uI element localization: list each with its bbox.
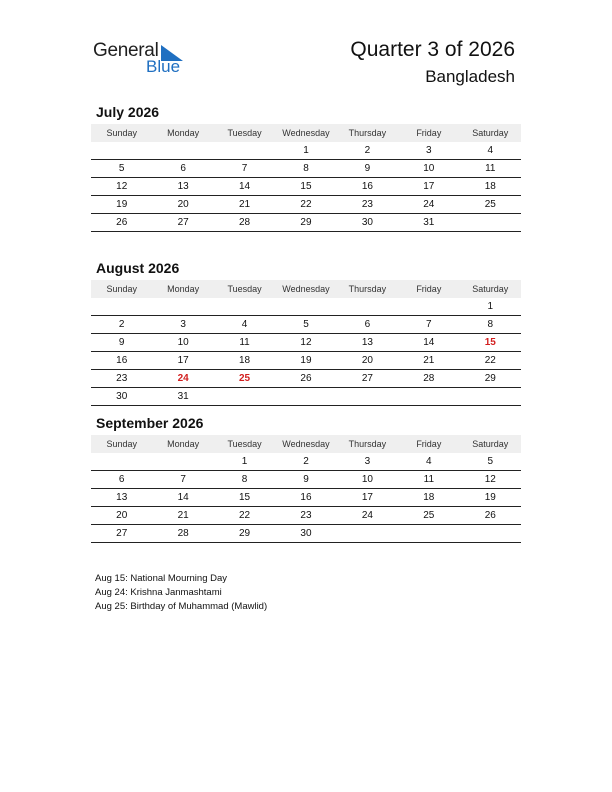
day-cell: 6 — [337, 316, 398, 334]
empty-day-cell — [337, 388, 398, 406]
day-cell: 17 — [398, 178, 459, 196]
day-cell: 19 — [460, 489, 521, 507]
weekday-header: Thursday — [337, 435, 398, 453]
day-cell: 5 — [91, 160, 152, 178]
day-cell: 11 — [214, 334, 275, 352]
weekday-header-row — [91, 280, 521, 298]
calendar-table — [91, 124, 521, 232]
day-cell: 12 — [91, 178, 152, 196]
day-cell: 9 — [337, 160, 398, 178]
calendar-table — [91, 435, 521, 543]
holiday-note: Aug 25: Birthday of Muhammad (Mawlid) — [95, 601, 268, 612]
empty-day-cell — [337, 298, 398, 316]
day-cell: 7 — [214, 160, 275, 178]
empty-day-cell — [337, 525, 398, 543]
day-cell: 2 — [337, 142, 398, 160]
empty-day-cell — [214, 142, 275, 160]
weekday-header: Wednesday — [275, 435, 336, 453]
day-cell: 17 — [152, 352, 213, 370]
week-row — [91, 453, 521, 471]
weekday-header: Monday — [152, 435, 213, 453]
week-row — [91, 489, 521, 507]
day-cell: 30 — [91, 388, 152, 406]
day-cell: 18 — [214, 352, 275, 370]
day-cell: 10 — [398, 160, 459, 178]
day-cell: 28 — [152, 525, 213, 543]
weekday-header: Tuesday — [214, 435, 275, 453]
day-cell: 9 — [91, 334, 152, 352]
holiday-note: Aug 24: Krishna Janmashtami — [95, 587, 222, 598]
week-row — [91, 525, 521, 543]
weekday-header: Thursday — [337, 124, 398, 142]
empty-day-cell — [152, 298, 213, 316]
day-cell: 22 — [214, 507, 275, 525]
weekday-header: Saturday — [460, 435, 521, 453]
empty-day-cell — [214, 388, 275, 406]
day-cell: 14 — [214, 178, 275, 196]
month-calendar-september — [91, 413, 521, 543]
weekday-header-row — [91, 435, 521, 453]
day-cell: 18 — [398, 489, 459, 507]
day-cell: 15 — [460, 334, 521, 352]
weekday-header: Wednesday — [275, 280, 336, 298]
day-cell: 30 — [275, 525, 336, 543]
month-title: September 2026 — [96, 415, 204, 431]
weekday-header: Saturday — [460, 124, 521, 142]
empty-day-cell — [91, 453, 152, 471]
day-cell: 9 — [275, 471, 336, 489]
day-cell: 28 — [398, 370, 459, 388]
day-cell: 8 — [275, 160, 336, 178]
day-cell: 27 — [337, 370, 398, 388]
week-row — [91, 507, 521, 525]
day-cell: 15 — [275, 178, 336, 196]
week-row — [91, 471, 521, 489]
empty-day-cell — [398, 525, 459, 543]
day-cell: 23 — [337, 196, 398, 214]
weekday-header: Wednesday — [275, 124, 336, 142]
weekday-header: Thursday — [337, 280, 398, 298]
day-cell: 20 — [91, 507, 152, 525]
day-cell: 21 — [214, 196, 275, 214]
day-cell: 24 — [398, 196, 459, 214]
weekday-header: Monday — [152, 124, 213, 142]
weekday-header: Friday — [398, 435, 459, 453]
day-cell: 1 — [275, 142, 336, 160]
week-row — [91, 298, 521, 316]
day-cell: 4 — [460, 142, 521, 160]
day-cell: 2 — [275, 453, 336, 471]
logo-text-blue: Blue — [146, 57, 181, 76]
weekday-header: Monday — [152, 280, 213, 298]
day-cell: 10 — [152, 334, 213, 352]
day-cell: 31 — [152, 388, 213, 406]
day-cell: 20 — [152, 196, 213, 214]
day-cell: 3 — [398, 142, 459, 160]
week-row — [91, 370, 521, 388]
day-cell: 28 — [214, 214, 275, 232]
day-cell: 25 — [214, 370, 275, 388]
day-cell: 6 — [91, 471, 152, 489]
day-cell: 16 — [275, 489, 336, 507]
day-cell: 27 — [91, 525, 152, 543]
weekday-header: Tuesday — [214, 280, 275, 298]
logo-text-general: General — [93, 40, 159, 61]
weekday-header: Tuesday — [214, 124, 275, 142]
day-cell: 8 — [460, 316, 521, 334]
day-cell: 13 — [337, 334, 398, 352]
empty-day-cell — [214, 298, 275, 316]
day-cell: 13 — [152, 178, 213, 196]
day-cell: 30 — [337, 214, 398, 232]
day-cell: 29 — [275, 214, 336, 232]
week-row — [91, 316, 521, 334]
day-cell: 5 — [460, 453, 521, 471]
day-cell: 10 — [337, 471, 398, 489]
day-cell: 7 — [398, 316, 459, 334]
month-title: August 2026 — [96, 260, 180, 276]
week-row — [91, 178, 521, 196]
month-title: July 2026 — [96, 104, 160, 120]
empty-day-cell — [275, 388, 336, 406]
week-row — [91, 196, 521, 214]
day-cell: 29 — [460, 370, 521, 388]
day-cell: 12 — [275, 334, 336, 352]
day-cell: 4 — [214, 316, 275, 334]
weekday-header: Sunday — [91, 435, 152, 453]
week-row — [91, 214, 521, 232]
day-cell: 2 — [91, 316, 152, 334]
empty-day-cell — [152, 453, 213, 471]
weekday-header: Saturday — [460, 280, 521, 298]
day-cell: 6 — [152, 160, 213, 178]
weekday-header: Sunday — [91, 280, 152, 298]
day-cell: 21 — [152, 507, 213, 525]
empty-day-cell — [398, 298, 459, 316]
day-cell: 13 — [91, 489, 152, 507]
month-calendar-august — [91, 258, 521, 406]
day-cell: 4 — [398, 453, 459, 471]
day-cell: 11 — [398, 471, 459, 489]
day-cell: 22 — [460, 352, 521, 370]
day-cell: 14 — [152, 489, 213, 507]
day-cell: 7 — [152, 471, 213, 489]
day-cell: 14 — [398, 334, 459, 352]
day-cell: 23 — [275, 507, 336, 525]
day-cell: 25 — [398, 507, 459, 525]
day-cell: 11 — [460, 160, 521, 178]
empty-day-cell — [91, 142, 152, 160]
weekday-header: Friday — [398, 124, 459, 142]
day-cell: 26 — [91, 214, 152, 232]
country-name: Bangladesh — [425, 67, 515, 86]
week-row — [91, 160, 521, 178]
day-cell: 16 — [337, 178, 398, 196]
day-cell: 25 — [460, 196, 521, 214]
day-cell: 12 — [460, 471, 521, 489]
day-cell: 3 — [337, 453, 398, 471]
week-row — [91, 142, 521, 160]
week-row — [91, 388, 521, 406]
weekday-header: Sunday — [91, 124, 152, 142]
calendar-table — [91, 280, 521, 406]
day-cell: 24 — [152, 370, 213, 388]
day-cell: 27 — [152, 214, 213, 232]
week-row — [91, 352, 521, 370]
empty-day-cell — [91, 298, 152, 316]
empty-day-cell — [460, 525, 521, 543]
day-cell: 3 — [152, 316, 213, 334]
empty-day-cell — [152, 142, 213, 160]
empty-day-cell — [460, 388, 521, 406]
day-cell: 5 — [275, 316, 336, 334]
day-cell: 8 — [214, 471, 275, 489]
week-row — [91, 334, 521, 352]
day-cell: 1 — [460, 298, 521, 316]
empty-day-cell — [398, 388, 459, 406]
day-cell: 20 — [337, 352, 398, 370]
day-cell: 31 — [398, 214, 459, 232]
weekday-header: Friday — [398, 280, 459, 298]
day-cell: 19 — [91, 196, 152, 214]
day-cell: 29 — [214, 525, 275, 543]
day-cell: 22 — [275, 196, 336, 214]
day-cell: 21 — [398, 352, 459, 370]
day-cell: 24 — [337, 507, 398, 525]
page-title: Quarter 3 of 2026 — [350, 38, 515, 61]
day-cell: 26 — [275, 370, 336, 388]
day-cell: 16 — [91, 352, 152, 370]
day-cell: 17 — [337, 489, 398, 507]
day-cell: 23 — [91, 370, 152, 388]
holiday-notes — [95, 572, 267, 614]
day-cell: 1 — [214, 453, 275, 471]
day-cell: 15 — [214, 489, 275, 507]
holiday-note: Aug 15: National Mourning Day — [95, 573, 228, 584]
empty-day-cell — [275, 298, 336, 316]
brand-logo — [93, 40, 193, 80]
weekday-header-row — [91, 124, 521, 142]
month-calendar-july — [91, 102, 521, 232]
day-cell: 26 — [460, 507, 521, 525]
day-cell: 19 — [275, 352, 336, 370]
day-cell: 18 — [460, 178, 521, 196]
empty-day-cell — [460, 214, 521, 232]
